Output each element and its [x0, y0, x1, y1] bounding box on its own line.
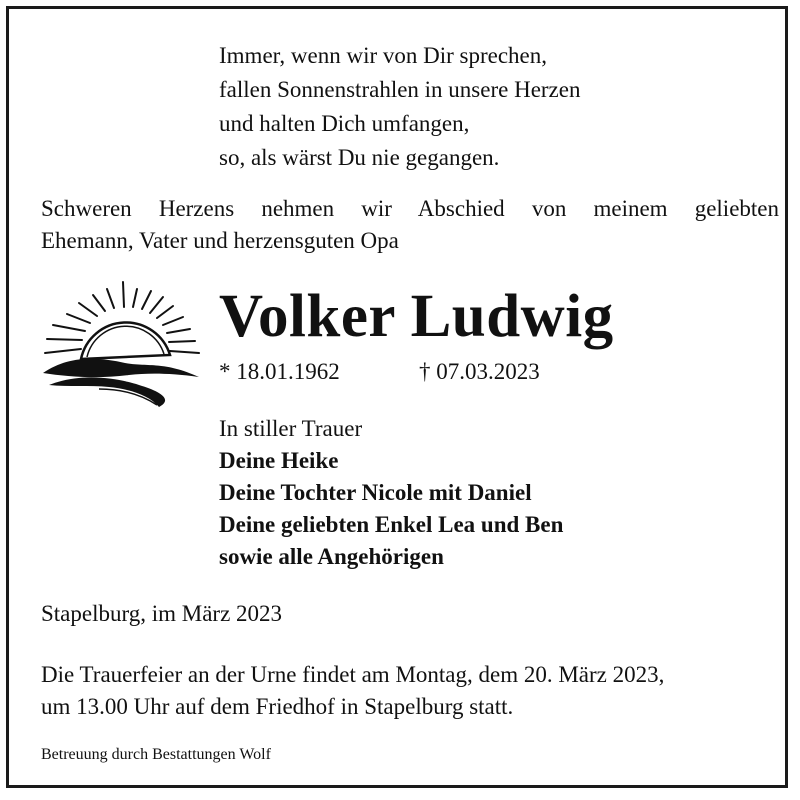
poem-line: so, als wärst Du nie gegangen. [219, 145, 500, 170]
mourner-line: Deine Heike [219, 448, 339, 473]
funeral-info [41, 659, 664, 723]
death-date: † 07.03.2023 [419, 359, 540, 384]
mourners-block [219, 413, 563, 573]
intro-line: Ehemann, Vater und herzensguten Opa [41, 228, 399, 253]
memorial-poem [219, 39, 580, 175]
funeral-line: um 13.00 Uhr auf dem Friedhof in Stapelburg statt. [41, 694, 514, 719]
place-date: Stapelburg, im März 2023 [41, 601, 283, 626]
mourners-heading: In stiller Trauer [219, 416, 363, 441]
mourner-line: Deine Tochter Nicole mit Daniel [219, 480, 532, 505]
poem-line: Immer, wenn wir von Dir sprechen, [219, 43, 548, 68]
obituary-notice [6, 6, 788, 788]
funeral-line: Die Trauerfeier an der Urne findet am Montag, dem 20. März 2023, [41, 662, 665, 687]
intro-line: Schweren Herzens nehmen wir Abschied von meinem geliebten [41, 196, 779, 221]
poem-line: und halten Dich umfangen, [219, 111, 470, 136]
undertaker-credit: Betreuung durch Bestattungen Wolf [41, 746, 271, 763]
birth-date: * 18.01.1962 [219, 359, 340, 384]
mourner-line: Deine geliebten Enkel Lea und Ben [219, 512, 564, 537]
poem-line: fallen Sonnenstrahlen in unsere Herzen [219, 77, 581, 102]
rising-sun-over-hills-icon [39, 277, 204, 412]
intro-text [41, 193, 779, 257]
deceased-name: Volker Ludwig [219, 283, 614, 350]
mourner-line: sowie alle Angehörigen [219, 544, 444, 569]
